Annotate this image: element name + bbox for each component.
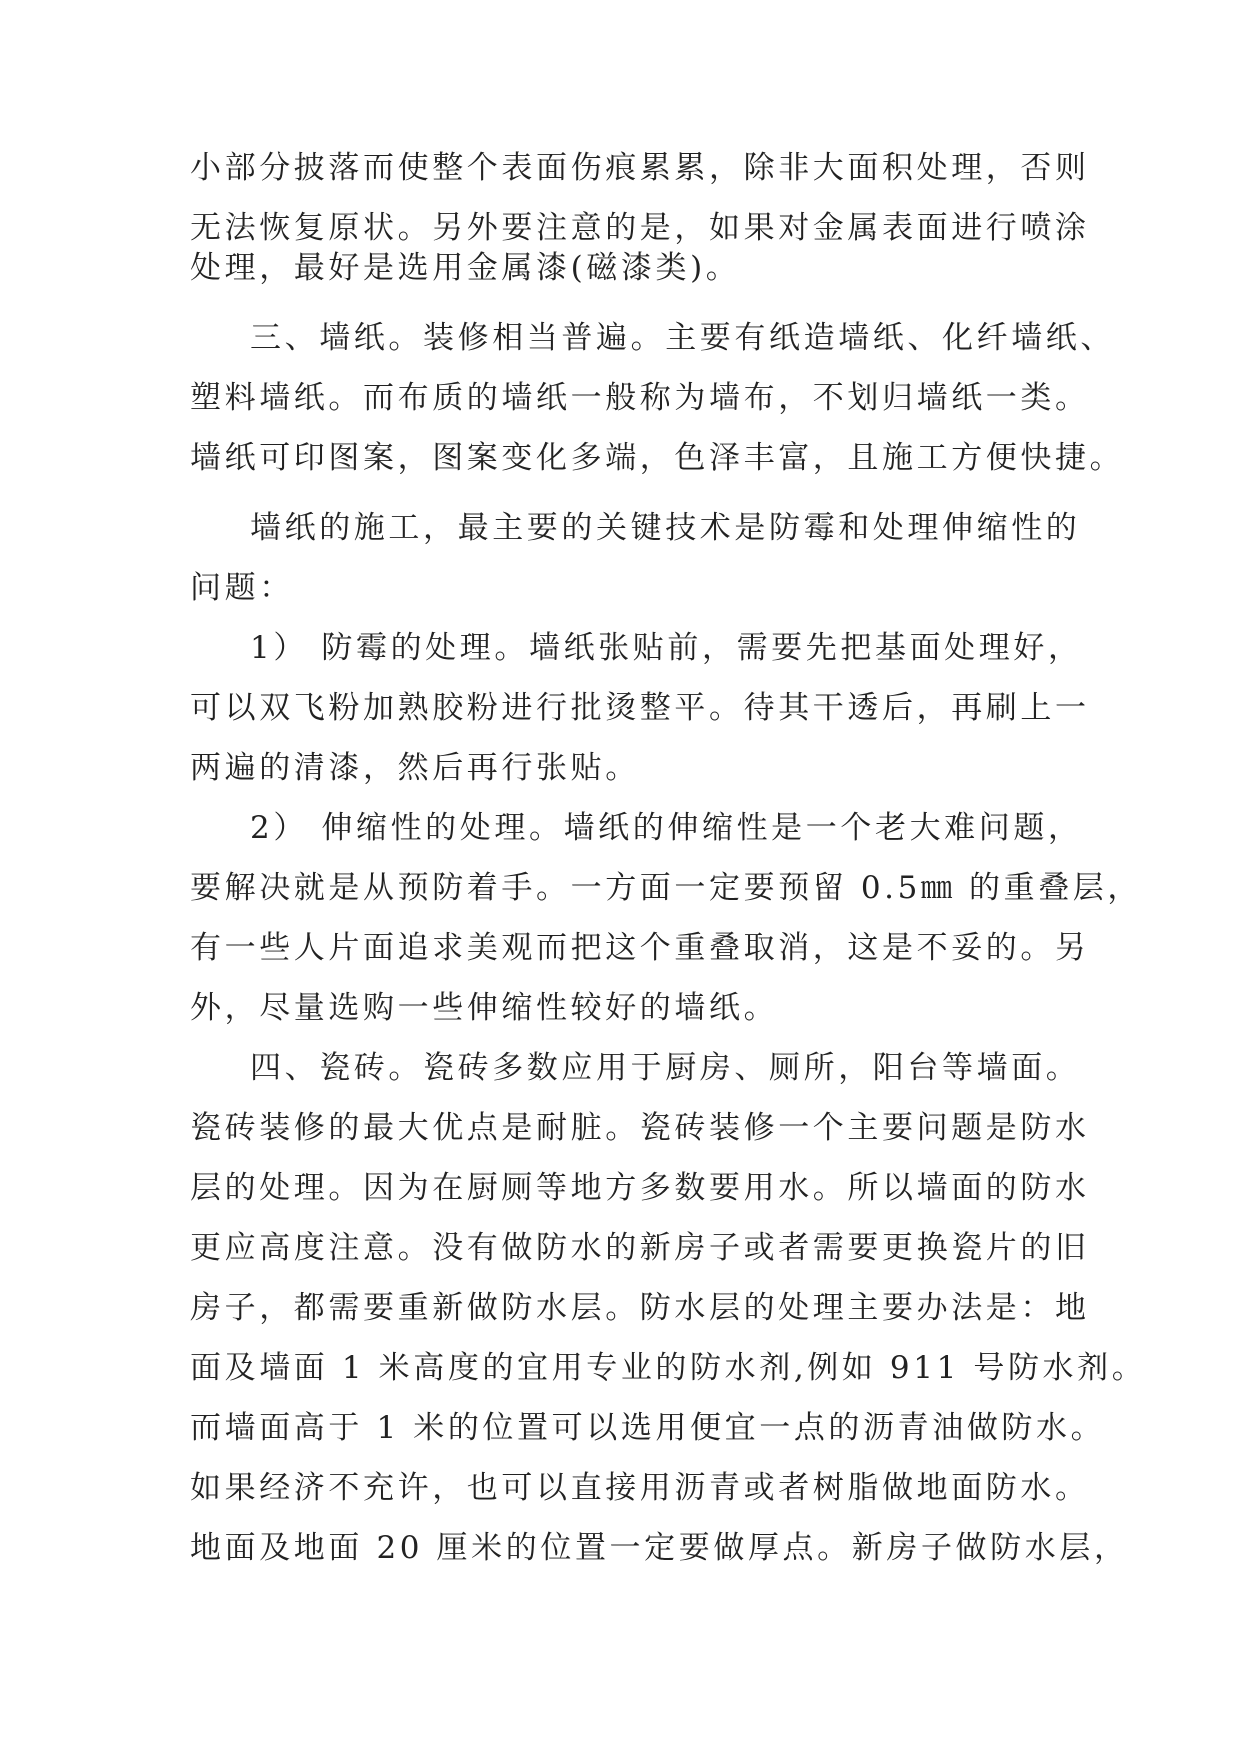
text-line: 层的处理。因为在厨厕等地方多数要用水。所以墙面的防水 xyxy=(190,1170,1090,1206)
text-line: 小部分披落而使整个表面伤痕累累，除非大面积处理，否则 xyxy=(190,150,1090,186)
text-line: 更应高度注意。没有做防水的新房子或者需要更换瓷片的旧 xyxy=(190,1230,1090,1266)
text-line: 可以双飞粉加熟胶粉进行批烫整平。待其干透后，再刷上一 xyxy=(190,690,1090,726)
list-item-mold: 1） 防霉的处理。墙纸张贴前，需要先把基面处理好， xyxy=(250,630,1083,666)
text-line: 问题： xyxy=(190,570,294,606)
text-line: 有一些人片面追求美观而把这个重叠取消，这是不妥的。另 xyxy=(190,930,1090,966)
text-line: 要解决就是从预防着手。一方面一定要预留 0.5㎜ 的重叠层， xyxy=(190,870,1143,906)
text-line: 瓷砖装修的最大优点是耐脏。瓷砖装修一个主要问题是防水 xyxy=(190,1110,1090,1146)
text-line: 无法恢复原状。另外要注意的是，如果对金属表面进行喷涂 xyxy=(190,210,1090,246)
text-line: 塑料墙纸。而布质的墙纸一般称为墙布，不划归墙纸一类。 xyxy=(190,380,1090,416)
text-line: 外，尽量选购一些伸缩性较好的墙纸。 xyxy=(190,990,779,1026)
section-heading-wallpaper: 三、墙纸。装修相当普遍。主要有纸造墙纸、化纤墙纸、 xyxy=(250,320,1115,356)
text-line: 房子，都需要重新做防水层。防水层的处理主要办法是：地 xyxy=(190,1290,1090,1326)
list-item-expansion: 2） 伸缩性的处理。墙纸的伸缩性是一个老大难问题， xyxy=(250,810,1083,846)
text-line: 地面及地面 20 厘米的位置一定要做厚点。新房子做防水层， xyxy=(190,1530,1129,1566)
text-line: 处理，最好是选用金属漆(磁漆类)。 xyxy=(190,250,741,286)
text-line: 墙纸的施工，最主要的关键技术是防霉和处理伸缩性的 xyxy=(250,510,1081,546)
text-line: 如果经济不充许，也可以直接用沥青或者树脂做地面防水。 xyxy=(190,1470,1090,1506)
text-line: 面及墙面 1 米高度的宜用专业的防水剂,例如 911 号防水剂。 xyxy=(190,1350,1147,1386)
text-line: 两遍的清漆，然后再行张贴。 xyxy=(190,750,640,786)
text-line: 而墙面高于 1 米的位置可以选用便宜一点的沥青油做防水。 xyxy=(190,1410,1106,1446)
text-line: 墙纸可印图案，图案变化多端，色泽丰富，且施工方便快捷。 xyxy=(190,440,1125,476)
section-heading-tiles: 四、瓷砖。瓷砖多数应用于厨房、厕所，阳台等墙面。 xyxy=(250,1050,1081,1086)
